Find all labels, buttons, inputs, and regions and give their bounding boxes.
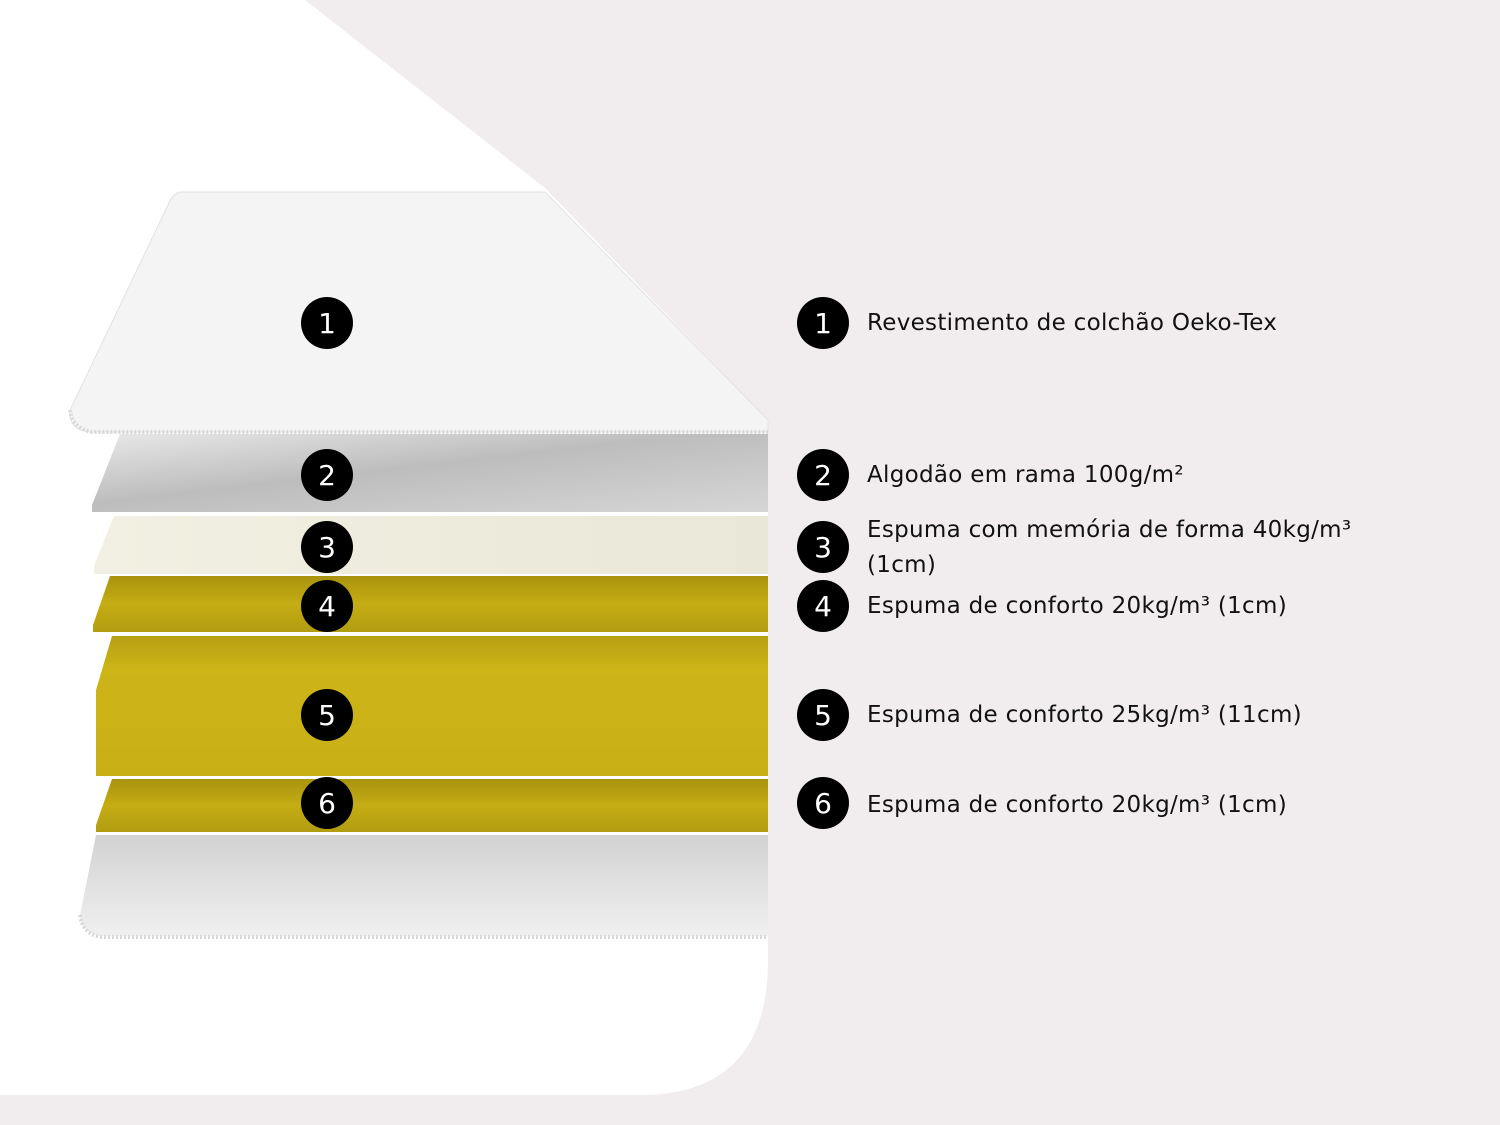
legend-1-label: Revestimento de colchão Oeko-Tex	[867, 310, 1278, 336]
legend-4-badge: 4	[797, 580, 849, 632]
layer-1-badge: 1	[301, 297, 353, 349]
layer-bottom-cover	[80, 835, 768, 936]
layer-6-badge: 6	[301, 777, 353, 829]
legend-5-badge: 5	[797, 689, 849, 741]
legend-4-label: Espuma de conforto 20kg/m³ (1cm)	[867, 593, 1287, 619]
legend-6-label: Espuma de conforto 20kg/m³ (1cm)	[867, 792, 1287, 818]
layer-2-badge: 2	[301, 449, 353, 501]
legend-3-badge: 3	[797, 521, 849, 573]
layer-memory-foam	[94, 516, 768, 574]
layer-foam-6	[96, 779, 768, 832]
legend-1-badge: 1	[797, 297, 849, 349]
legend-6-badge: 6	[797, 777, 849, 829]
legend-2-badge: 2	[797, 449, 849, 501]
legend-2-label: Algodão em rama 100g/m²	[867, 462, 1184, 488]
layer-3-badge: 3	[301, 521, 353, 573]
legend-5-label: Espuma de conforto 25kg/m³ (11cm)	[867, 702, 1302, 728]
legend-3-label: Espuma com memória de forma 40kg/m³ (1cm)	[867, 517, 1352, 578]
layer-5-badge: 5	[301, 689, 353, 741]
layer-4-badge: 4	[301, 580, 353, 632]
layer-foam-5	[96, 636, 768, 776]
layer-foam-4	[93, 576, 768, 632]
layer-cotton	[92, 434, 768, 512]
